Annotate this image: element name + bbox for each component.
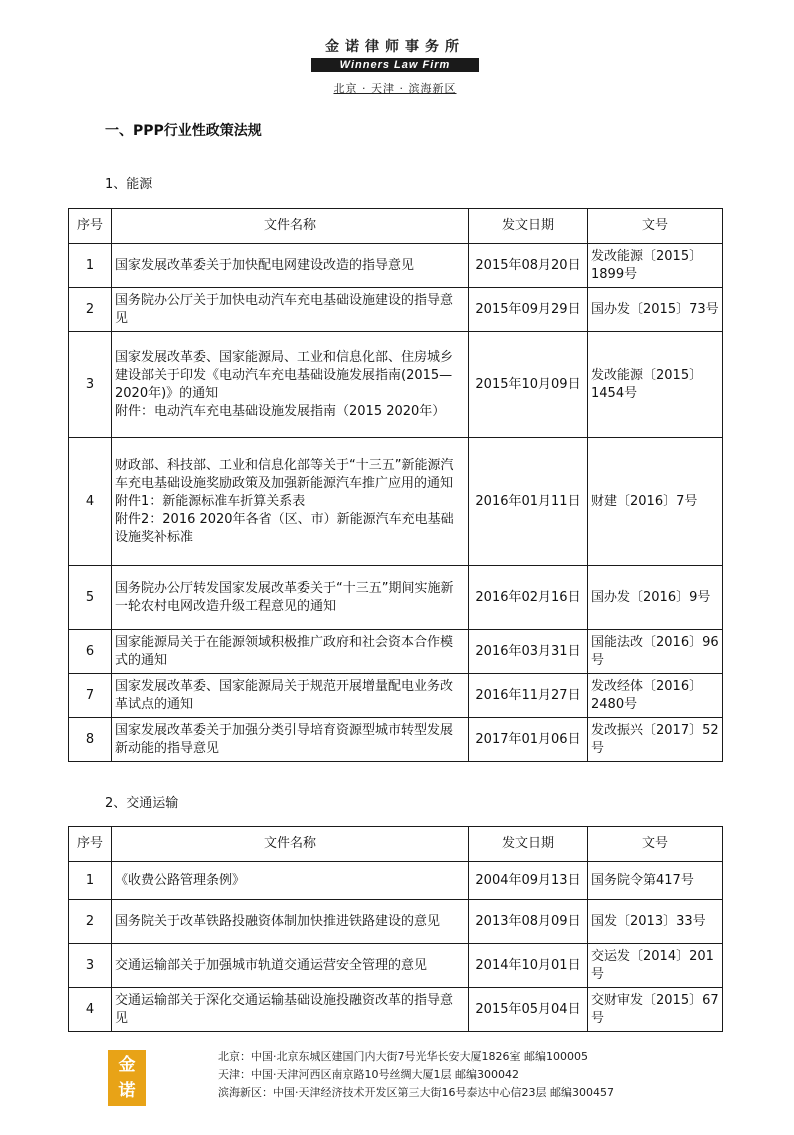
document-name-cell: [112, 674, 469, 718]
issue-date: 2004年09月13日: [469, 862, 588, 900]
footer-logo: [108, 1050, 146, 1106]
document-number: 国办发〔2016〕9号: [588, 566, 723, 630]
document-title: 交通运输部关于深化交通运输基础设施投融资改革的指导意见: [115, 992, 454, 1026]
group-title: 2、交通运输: [105, 796, 179, 811]
table-row: [69, 244, 723, 288]
page-footer: [108, 1048, 748, 1108]
document-title: 《收费公路管理条例》: [115, 872, 246, 888]
document-title: 国家发展改革委、国家能源局、工业和信息化部、住房城乡建设部关于印发《电动汽车充电基础设施发展指南(2015—2020年)》的通知: [115, 349, 454, 401]
document-number: 国发〔2013〕33号: [588, 900, 723, 944]
document-title: 国务院办公厅关于加快电动汽车充电基础设施建设的指导意见: [115, 292, 454, 326]
document-number: 财建〔2016〕7号: [588, 438, 723, 566]
document-title: 财政部、科技部、工业和信息化部等关于“十三五”新能源汽车充电基础设施奖励政策及加强新能源汽车推广应用的通知: [115, 457, 454, 491]
issue-date: 2014年10月01日: [469, 944, 588, 988]
issue-date: 2016年01月11日: [469, 438, 588, 566]
document-number: 发改能源〔2015〕1899号: [588, 244, 723, 288]
document-title: 国家能源局关于在能源领域积极推广政府和社会资本合作模式的通知: [115, 634, 454, 668]
issue-date: 2015年05月04日: [469, 988, 588, 1032]
row-number: 2: [69, 900, 112, 944]
table-header-row: [69, 827, 723, 862]
issue-date: 2013年08月09日: [469, 900, 588, 944]
document-number: 发改能源〔2015〕1454号: [588, 332, 723, 438]
footer-logo-text: 金诺: [118, 1055, 136, 1101]
table-row: [69, 438, 723, 566]
document-name-cell: [112, 288, 469, 332]
footer-addresses: [218, 1048, 614, 1102]
document-name-cell: [112, 944, 469, 988]
footer-address-tianjin: 天津：中国·天津河西区南京路10号丝绸大厦1层 邮编300042: [218, 1068, 519, 1081]
issue-date: 2015年10月09日: [469, 332, 588, 438]
document-name-cell: [112, 988, 469, 1032]
issue-date: 2015年08月20日: [469, 244, 588, 288]
footer-address-binhai: 滨海新区：中国·天津经济技术开发区第三大街16号泰达中心信23层 邮编300457: [218, 1086, 614, 1099]
document-attachment: 附件：电动汽车充电基础设施发展指南（2015 2020年）: [115, 403, 446, 419]
header-doc-number: 文号: [588, 209, 723, 244]
document-number: 国办发〔2015〕73号: [588, 288, 723, 332]
row-number: 3: [69, 332, 112, 438]
table-row: [69, 988, 723, 1032]
document-name-cell: [112, 438, 469, 566]
table-row: [69, 900, 723, 944]
table-row: [69, 332, 723, 438]
table-row: [69, 862, 723, 900]
row-number: 5: [69, 566, 112, 630]
document-name-cell: [112, 566, 469, 630]
document-attachment: 附件1：新能源标准车折算关系表: [115, 493, 306, 509]
firm-logo-header: [300, 36, 490, 96]
firm-cities: 北京 · 天津 · 滨海新区: [333, 82, 457, 95]
row-number: 7: [69, 674, 112, 718]
document-number: 发改振兴〔2017〕52号: [588, 718, 723, 762]
document-attachment: 附件2：2016 2020年各省（区、市）新能源汽车充电基础设施奖补标准: [115, 511, 454, 545]
table-header-row: [69, 209, 723, 244]
policy-table: [68, 826, 723, 1032]
firm-name-cn: 金诺律师事务所: [325, 39, 465, 55]
document-name-cell: [112, 718, 469, 762]
row-number: 2: [69, 288, 112, 332]
document-title: 交通运输部关于加强城市轨道交通运营安全管理的意见: [115, 957, 428, 973]
issue-date: 2016年11月27日: [469, 674, 588, 718]
document-number: 国务院令第417号: [588, 862, 723, 900]
document-name-cell: [112, 630, 469, 674]
header-no: 序号: [69, 209, 112, 244]
issue-date: 2016年03月31日: [469, 630, 588, 674]
table-row: [69, 674, 723, 718]
table-row: [69, 718, 723, 762]
document-title: 国家发展改革委关于加快配电网建设改造的指导意见: [115, 257, 415, 273]
row-number: 8: [69, 718, 112, 762]
row-number: 1: [69, 244, 112, 288]
document-name-cell: [112, 244, 469, 288]
issue-date: 2015年09月29日: [469, 288, 588, 332]
table-row: [69, 944, 723, 988]
row-number: 4: [69, 988, 112, 1032]
document-number: 发改经体〔2016〕2480号: [588, 674, 723, 718]
header-doc-number: 文号: [588, 827, 723, 862]
section-title: 一、PPP行业性政策法规: [105, 123, 262, 139]
issue-date: 2017年01月06日: [469, 718, 588, 762]
table-row: [69, 566, 723, 630]
row-number: 3: [69, 944, 112, 988]
document-name-cell: [112, 862, 469, 900]
document-number: 交运发〔2014〕201号: [588, 944, 723, 988]
group-title: 1、能源: [105, 177, 153, 192]
document-title: 国家发展改革委关于加强分类引导培育资源型城市转型发展新动能的指导意见: [115, 722, 454, 756]
document-title: 国务院关于改革铁路投融资体制加快推进铁路建设的意见: [115, 913, 441, 929]
policy-table: [68, 208, 723, 762]
header-name: 文件名称: [112, 827, 469, 862]
firm-name-en: Winners Law Firm: [311, 58, 479, 72]
header-date: 发文日期: [469, 827, 588, 862]
footer-address-beijing: 北京：中国·北京东城区建国门内大街7号光华长安大厦1826室 邮编100005: [218, 1050, 588, 1063]
document-title: 国家发展改革委、国家能源局关于规范开展增量配电业务改革试点的通知: [115, 678, 454, 712]
issue-date: 2016年02月16日: [469, 566, 588, 630]
row-number: 1: [69, 862, 112, 900]
document-number: 交财审发〔2015〕67号: [588, 988, 723, 1032]
table-row: [69, 630, 723, 674]
header-name: 文件名称: [112, 209, 469, 244]
header-date: 发文日期: [469, 209, 588, 244]
document-title: 国务院办公厅转发国家发展改革委关于“十三五”期间实施新一轮农村电网改造升级工程意见的通知: [115, 580, 454, 614]
document-name-cell: [112, 332, 469, 438]
row-number: 4: [69, 438, 112, 566]
document-name-cell: [112, 900, 469, 944]
document-number: 国能法改〔2016〕96号: [588, 630, 723, 674]
header-no: 序号: [69, 827, 112, 862]
row-number: 6: [69, 630, 112, 674]
table-row: [69, 288, 723, 332]
